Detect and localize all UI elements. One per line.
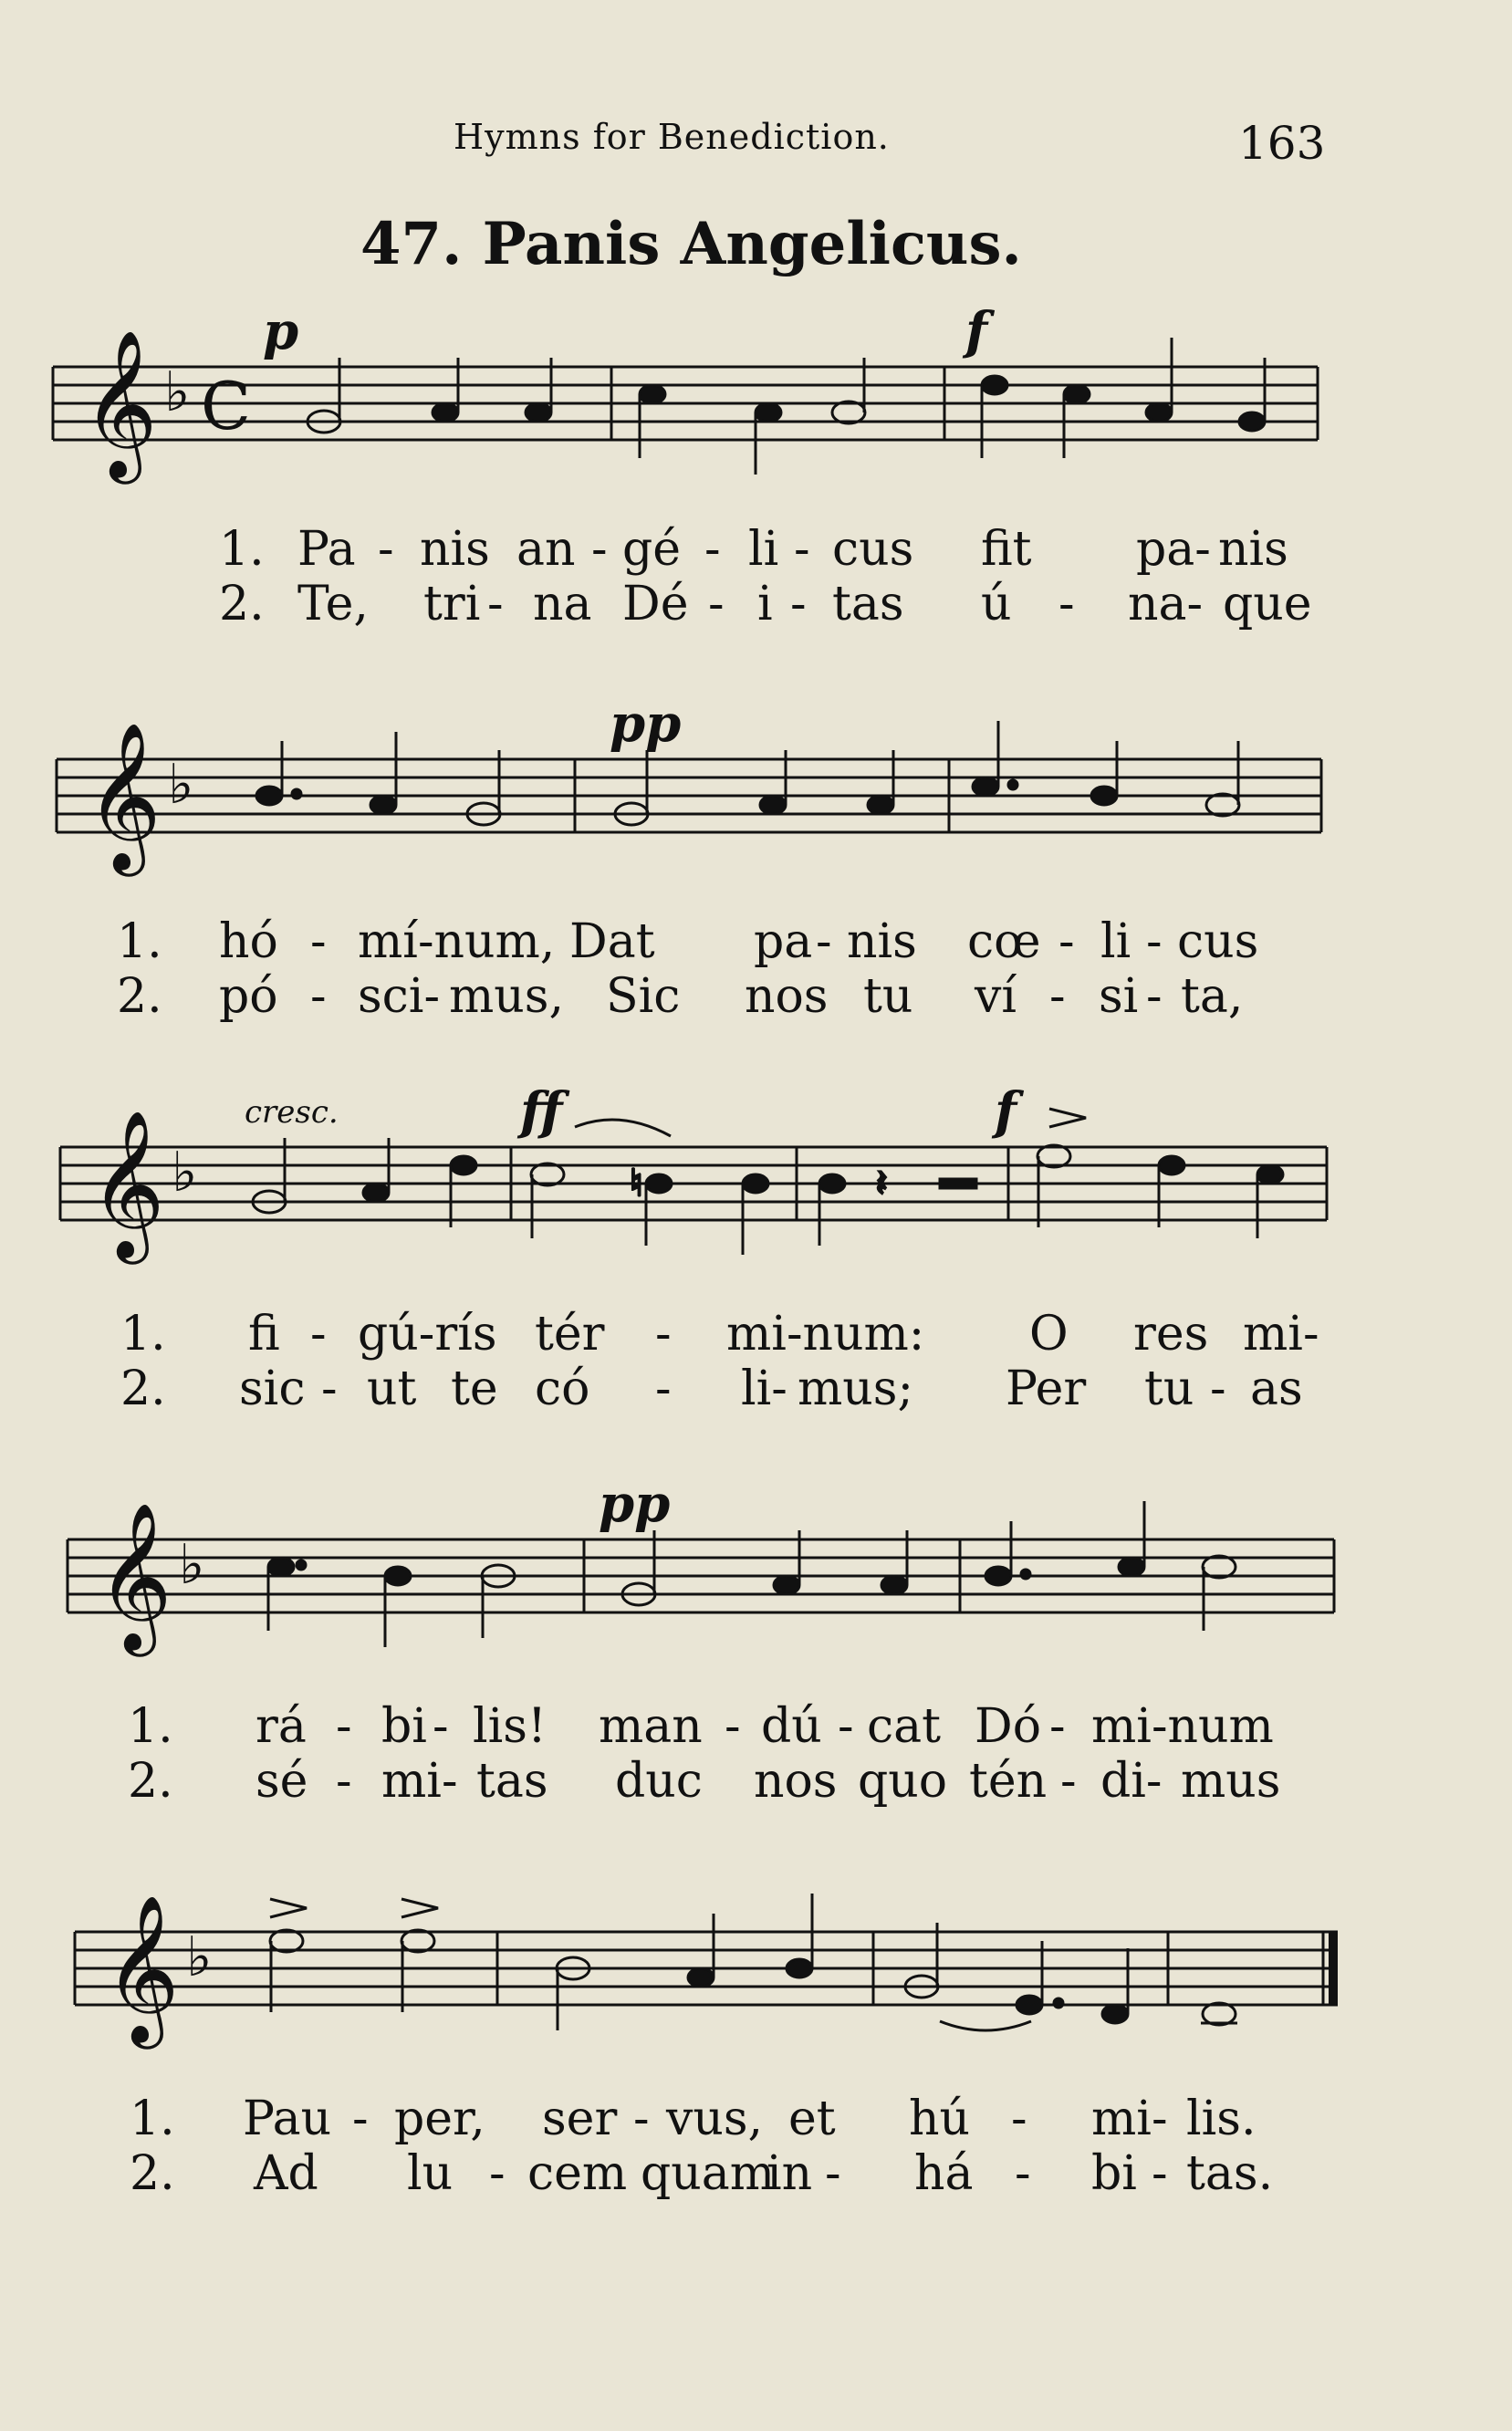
lyric-syllable: gé	[622, 522, 682, 577]
lyric-syllable: -	[1210, 1362, 1226, 1416]
page-number: 163	[1238, 117, 1326, 170]
lyric-syllable: que	[1223, 577, 1312, 631]
lyric-syllable: man	[599, 1699, 703, 1754]
lyric-syllable: te	[451, 1362, 498, 1416]
lyric-syllable: -	[1152, 2146, 1168, 2201]
lyric-syllable: -	[816, 914, 832, 969]
staff-4	[0, 1474, 1512, 1693]
lyric-syllable: -	[838, 1699, 854, 1754]
lyric-syllable: lu	[407, 2146, 454, 2201]
lyric-syllable: pa	[754, 914, 813, 969]
lyric-syllable: quo	[858, 1754, 948, 1809]
lyric-syllable: -	[352, 2092, 369, 2146]
lyric-syllable: 1.	[120, 1307, 166, 1362]
lyric-syllable: Dó	[975, 1699, 1041, 1754]
lyric-syllable: 2.	[117, 969, 162, 1024]
lyric-syllable: quam	[641, 2146, 776, 2201]
lyric-syllable: i	[757, 577, 773, 631]
lyric-syllable: -	[790, 577, 807, 631]
lyric-syllable: cat	[867, 1699, 942, 1754]
lyric-syllable: -	[433, 1699, 449, 1754]
cresc-mark: cresc.	[245, 1094, 339, 1131]
lyric-line-verse1	[0, 1307, 1512, 1362]
lyric-syllable: -	[336, 1699, 352, 1754]
lyric-syllable: duc	[615, 1754, 703, 1809]
lyric-syllable: nos	[754, 1754, 838, 1809]
lyric-syllable: mus;	[798, 1362, 914, 1416]
flat-icon: ♭	[164, 360, 191, 424]
lyric-syllable: có	[535, 1362, 590, 1416]
lyric-line-verse2	[0, 2146, 1512, 2201]
lyric-line-verse2	[0, 1362, 1512, 1416]
lyric-syllable: nos	[745, 969, 829, 1024]
svg-text:𝄞: 𝄞	[104, 1894, 180, 2043]
lyric-syllable: bi	[1091, 2146, 1137, 2201]
svg-text:♮: ♮	[630, 1163, 643, 1205]
lyric-syllable: -	[336, 1754, 352, 1809]
lyric-syllable: Te,	[297, 577, 369, 631]
lyric-syllable: Ad	[254, 2146, 318, 2201]
lyric-line-verse1	[0, 1699, 1512, 1754]
lyric-syllable: Dat	[569, 914, 655, 969]
lyric-syllable: 2.	[120, 1362, 166, 1416]
lyric-syllable: tén	[969, 1754, 1048, 1809]
staff-2	[0, 694, 1512, 913]
lyric-syllable: sé	[255, 1754, 308, 1809]
lyric-syllable: -	[655, 1307, 672, 1362]
lyric-syllable: bi	[381, 1699, 427, 1754]
lyric-syllable: sci-	[358, 969, 441, 1024]
lyric-line-verse1	[0, 914, 1512, 969]
lyric-syllable: ser	[542, 2092, 618, 2146]
lyric-line-verse1	[0, 2092, 1512, 2146]
lyric-syllable: tri	[423, 577, 481, 631]
lyric-syllable: 1.	[117, 914, 162, 969]
lyric-syllable: nis	[1218, 522, 1288, 577]
lyric-syllable: -	[1011, 2092, 1027, 2146]
lyric-syllable: li-	[741, 1362, 787, 1416]
lyric-syllable: -	[489, 2146, 506, 2201]
lyric-syllable: cœ	[967, 914, 1041, 969]
lyric-syllable: sic	[239, 1362, 306, 1416]
lyric-syllable: 1.	[219, 522, 265, 577]
svg-text:𝄞: 𝄞	[86, 722, 162, 871]
lyric-line-verse2	[0, 1754, 1512, 1809]
flat-icon: ♭	[172, 1141, 198, 1205]
lyric-syllable: li	[748, 522, 779, 577]
lyric-syllable: li	[1100, 914, 1131, 969]
flat-icon: ♭	[186, 1925, 213, 1989]
lyric-syllable: -	[825, 2146, 841, 2201]
lyric-line-verse2	[0, 577, 1512, 631]
lyric-syllable: -	[1058, 914, 1075, 969]
lyric-syllable: há	[914, 2146, 974, 2201]
dynamic-mark: f	[995, 1081, 1017, 1142]
lyric-syllable: nis	[420, 522, 490, 577]
lyric-syllable: as	[1250, 1362, 1303, 1416]
lyric-syllable: si	[1099, 969, 1139, 1024]
lyric-syllable: tu	[1144, 1362, 1194, 1416]
lyric-syllable: Per	[1006, 1362, 1087, 1416]
lyric-syllable: tér	[535, 1307, 605, 1362]
flat-icon: ♭	[168, 753, 194, 817]
lyric-syllable: -	[591, 522, 608, 577]
lyric-syllable: fi	[248, 1307, 280, 1362]
hymn-title: 47. Panis Angelicus.	[360, 210, 1022, 278]
lyric-syllable: per,	[394, 2092, 485, 2146]
lyric-syllable: tas	[476, 1754, 548, 1809]
lyric-syllable: mi-num:	[726, 1307, 925, 1362]
lyric-syllable: mi-num	[1091, 1699, 1274, 1754]
lyric-syllable: 2.	[130, 2146, 175, 2201]
lyric-syllable: gú-rís	[358, 1307, 497, 1362]
lyric-syllable: -	[378, 522, 394, 577]
lyric-syllable: 1.	[130, 2092, 175, 2146]
lyric-syllable: mus,	[449, 969, 565, 1024]
lyric-syllable: ví	[975, 969, 1017, 1024]
lyric-line-verse2	[0, 969, 1512, 1024]
dynamic-mark: ff	[520, 1081, 563, 1142]
lyric-syllable: cus	[1177, 914, 1259, 969]
svg-text:𝄞: 𝄞	[97, 1502, 172, 1651]
lyric-syllable: -	[1152, 2092, 1168, 2146]
lyric-syllable: -	[1049, 1699, 1066, 1754]
lyric-syllable: -	[1015, 2146, 1031, 2201]
svg-text:𝄞: 𝄞	[89, 1110, 165, 1258]
lyric-syllable: -	[725, 1699, 741, 1754]
lyric-syllable: vus,	[666, 2092, 764, 2146]
lyric-syllable: na-	[1128, 577, 1204, 631]
dynamic-mark: f	[965, 301, 988, 361]
dynamic-mark: pp	[599, 1474, 671, 1534]
lyric-syllable: in	[766, 2146, 813, 2201]
svg-text:C: C	[201, 368, 252, 444]
lyric-syllable: lis!	[473, 1699, 547, 1754]
lyric-syllable: Dé	[622, 577, 689, 631]
lyric-syllable: na	[533, 577, 592, 631]
lyric-syllable: pó	[219, 969, 278, 1024]
lyric-syllable: Pau	[243, 2092, 332, 2146]
lyric-syllable: 2.	[128, 1754, 173, 1809]
dynamic-mark: p	[263, 301, 299, 361]
lyric-syllable: mi-	[1243, 1307, 1319, 1362]
lyric-syllable: -	[704, 522, 721, 577]
lyric-syllable: Sic	[606, 969, 681, 1024]
lyric-syllable: -	[321, 1362, 338, 1416]
dynamic-mark: pp	[610, 694, 682, 754]
lyric-syllable: cem	[527, 2146, 628, 2201]
lyric-syllable: an	[516, 522, 576, 577]
lyric-syllable: hó	[219, 914, 278, 969]
lyric-syllable: fit	[981, 522, 1032, 577]
lyric-syllable: -	[1146, 914, 1163, 969]
lyric-syllable: tu	[863, 969, 913, 1024]
lyric-syllable: ut	[367, 1362, 417, 1416]
lyric-syllable: mí-num,	[358, 914, 556, 969]
lyric-syllable: mus	[1181, 1754, 1281, 1809]
lyric-syllable: -	[1060, 1754, 1077, 1809]
lyric-line-verse1	[0, 522, 1512, 577]
staff-1	[0, 301, 1512, 520]
lyric-syllable: -	[1049, 969, 1066, 1024]
lyric-syllable: hú	[909, 2092, 970, 2146]
lyric-syllable: res	[1133, 1307, 1209, 1362]
lyric-syllable: mi	[1091, 2092, 1152, 2146]
svg-text:𝄞: 𝄞	[82, 329, 158, 478]
lyric-syllable: -	[310, 969, 327, 1024]
lyric-syllable: -	[633, 2092, 650, 2146]
lyric-syllable: -	[794, 522, 810, 577]
lyric-syllable: -	[708, 577, 725, 631]
svg-text:𝄽: 𝄽	[876, 1163, 888, 1205]
lyric-syllable: -	[310, 914, 327, 969]
lyric-syllable: -	[487, 577, 504, 631]
lyric-syllable: ta,	[1181, 969, 1244, 1024]
lyric-syllable: lis.	[1186, 2092, 1257, 2146]
lyric-syllable: 2.	[219, 577, 265, 631]
lyric-syllable: cus	[832, 522, 914, 577]
lyric-syllable: di-	[1100, 1754, 1163, 1809]
lyric-syllable: -	[655, 1362, 672, 1416]
lyric-syllable: Pa	[297, 522, 356, 577]
lyric-syllable: -	[1058, 577, 1075, 631]
lyric-syllable: nis	[847, 914, 917, 969]
lyric-syllable: tas	[832, 577, 904, 631]
lyric-syllable: tas.	[1186, 2146, 1274, 2201]
staff-5	[0, 1866, 1512, 2085]
lyric-syllable: -	[310, 1307, 327, 1362]
lyric-syllable: ú	[981, 577, 1012, 631]
staff-3	[0, 1081, 1512, 1300]
lyric-syllable: et	[788, 2092, 836, 2146]
lyric-syllable: pa-	[1136, 522, 1211, 577]
running-head: Hymns for Benediction.	[454, 117, 890, 157]
lyric-syllable: O	[1029, 1307, 1069, 1362]
lyric-syllable: 1.	[128, 1699, 173, 1754]
flat-icon: ♭	[179, 1533, 205, 1597]
lyric-syllable: rá	[255, 1699, 307, 1754]
lyric-syllable: mi-	[381, 1754, 458, 1809]
lyric-syllable: -	[1146, 969, 1163, 1024]
lyric-syllable: dú	[761, 1699, 822, 1754]
